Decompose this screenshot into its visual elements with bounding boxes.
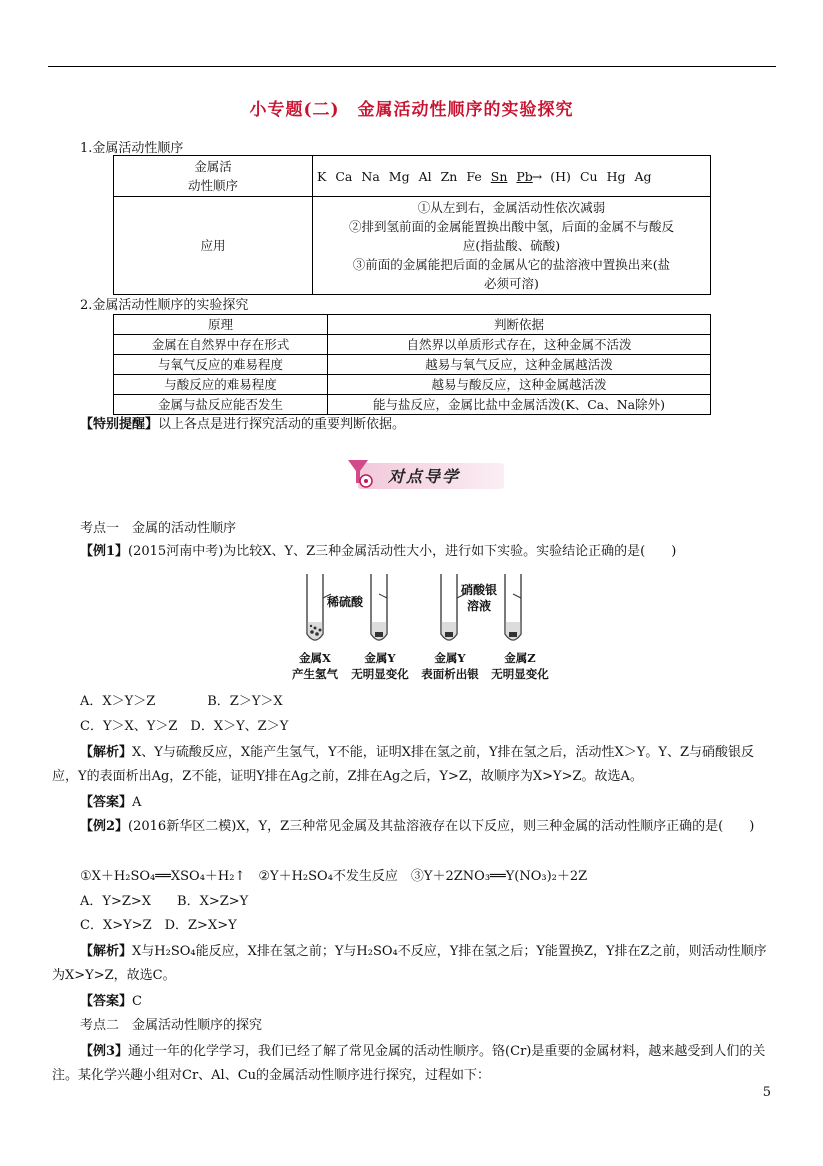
metal-symbol: Na bbox=[361, 168, 380, 184]
metal-symbol: Sn bbox=[490, 168, 508, 184]
special-reminder: 【特别提醒】以上各点是进行探究活动的重要判断依据。 bbox=[80, 417, 406, 432]
metal-symbol: Hg bbox=[606, 168, 626, 184]
table-row: 金属在自然界中存在形式 自然界以单质形式存在，这种金属不活泼 bbox=[114, 335, 711, 355]
ex1-answer: 【答案】A bbox=[80, 795, 142, 810]
metal-symbol: Pb bbox=[516, 168, 533, 184]
example-2: 【例2】(2016新华区二模)X，Y，Z三种常见金属及其盐溶液存在以下反应，则三种金属的活动性顺序正确的是( ) bbox=[80, 819, 755, 834]
section-banner bbox=[344, 457, 506, 493]
ex2-option-row: A．Y>Z>X B．X>Z>Y bbox=[80, 894, 249, 909]
banner-text: 对点导学 bbox=[388, 467, 461, 486]
ex2-reactions: ①X＋H₂SO₄══XSO₄＋H₂↑ ②Y＋H₂SO₄不发生反应 ③Y＋2ZNO₃══Y(NO₃)₂＋2Z bbox=[80, 869, 588, 884]
exploration-table bbox=[113, 314, 711, 415]
metal-series bbox=[313, 156, 711, 197]
table-row: 金属与盐反应能否发生 能与盐反应，金属比盐中金属活泼(K、Ca、Na除外) bbox=[114, 395, 711, 415]
metal-symbol: Cu bbox=[579, 168, 598, 184]
row-label: 金属活 动性顺序 bbox=[114, 156, 313, 197]
tube-caption: 金属X 产生氢气 bbox=[292, 651, 338, 681]
key-point-2: 考点二 金属活动性顺序的探究 bbox=[80, 1018, 263, 1033]
applications-cell: ①从左到右，金属活动性依次减弱 ②排到氢前面的金属能置换出酸中氢，后面的金属不与酸反 应(指盐酸、硫酸) ③前面的金属能把后面的金属从它的盐溶液中置换出来(盐 必须可溶) bbox=[313, 197, 711, 295]
ex2-answer: 【答案】C bbox=[80, 994, 142, 1009]
table-row: 与酸反应的难易程度 越易与酸反应，这种金属越活泼 bbox=[114, 375, 711, 395]
table-row bbox=[114, 197, 711, 295]
arrow-icon: → bbox=[531, 168, 543, 184]
ex2-analysis: 【解析】X与H₂SO₄能反应，X排在氢之前；Y与H₂SO₄不反应，Y排在氢之后；Y能置换Z，Y排在Z之前，则活动性顺序为X>Y>Z，故选C。 bbox=[52, 944, 767, 983]
experiment-figure bbox=[285, 572, 567, 684]
row-label: 应用 bbox=[114, 197, 313, 295]
page-number: 5 bbox=[762, 1085, 771, 1100]
example-3: 【例3】通过一年的化学学习，我们已经了解了常见金属的活动性顺序。铬(Cr)是重要的金属材料，越来越受到人们的关注。某化学兴趣小组对Cr、Al、Cu的金属活动性顺序进行探究，过程如下： bbox=[52, 1044, 766, 1083]
metal-symbol: Mg bbox=[388, 168, 410, 184]
salt-label: 硝酸银 溶液 bbox=[461, 583, 498, 613]
ex1-option-row: A．X＞Y＞Z B．Z＞Y＞X bbox=[80, 694, 283, 709]
section2-heading: 2.金属活动性顺序的实验探究 bbox=[80, 298, 249, 313]
ex1-option-row: C．Y＞X、Y＞Z D．X＞Y、Z＞Y bbox=[80, 719, 289, 734]
header-rule bbox=[48, 66, 776, 67]
metal-symbol: Fe bbox=[466, 168, 482, 184]
key-point-1: 考点一 金属的活动性顺序 bbox=[80, 521, 237, 536]
col-header: 判断依据 bbox=[328, 315, 711, 335]
metal-symbol: Ag bbox=[634, 168, 652, 184]
example-1: 【例1】(2015河南中考)为比较X、Y、Z三种金属活动性大小，进行如下实验。实验结论正确的是( ) bbox=[80, 544, 677, 559]
metal-symbol: Al bbox=[418, 168, 432, 184]
tube-caption: 金属Z 无明显变化 bbox=[491, 651, 549, 681]
metal-symbol: Ca bbox=[335, 168, 353, 184]
tube-caption: 金属Y 无明显变化 bbox=[351, 651, 409, 681]
page-title: 小专题(二) 金属活动性顺序的实验探究 bbox=[249, 100, 574, 120]
metal-symbol: K bbox=[317, 168, 327, 184]
table-row: 与氧气反应的难易程度 越易与氧气反应，这种金属越活泼 bbox=[114, 355, 711, 375]
acid-label: 稀硫酸 bbox=[327, 595, 364, 609]
metal-symbol: (H) bbox=[550, 168, 571, 184]
table-header-row bbox=[114, 315, 711, 335]
table-row bbox=[114, 156, 711, 197]
col-header: 原理 bbox=[114, 315, 328, 335]
ex2-option-row: C．X>Y>Z D．Z>X>Y bbox=[80, 918, 237, 933]
metal-symbol: Zn bbox=[440, 168, 458, 184]
ex1-analysis: 【解析】X、Y与硫酸反应，X能产生氢气，Y不能，证明X排在氢之前，Y排在氢之后，活动性X＞Y。Y、Z与硝酸银反应，Y的表面析出Ag，Z不能，证明Y排在Ag之前，Z排在Ag之后，Y>Z，故顺序为X>Y>Z。故选A。 bbox=[52, 745, 754, 784]
tube-caption: 金属Y 表面析出银 bbox=[421, 651, 479, 681]
activity-table bbox=[113, 155, 711, 295]
section1-heading: 1.金属活动性顺序 bbox=[80, 141, 184, 156]
